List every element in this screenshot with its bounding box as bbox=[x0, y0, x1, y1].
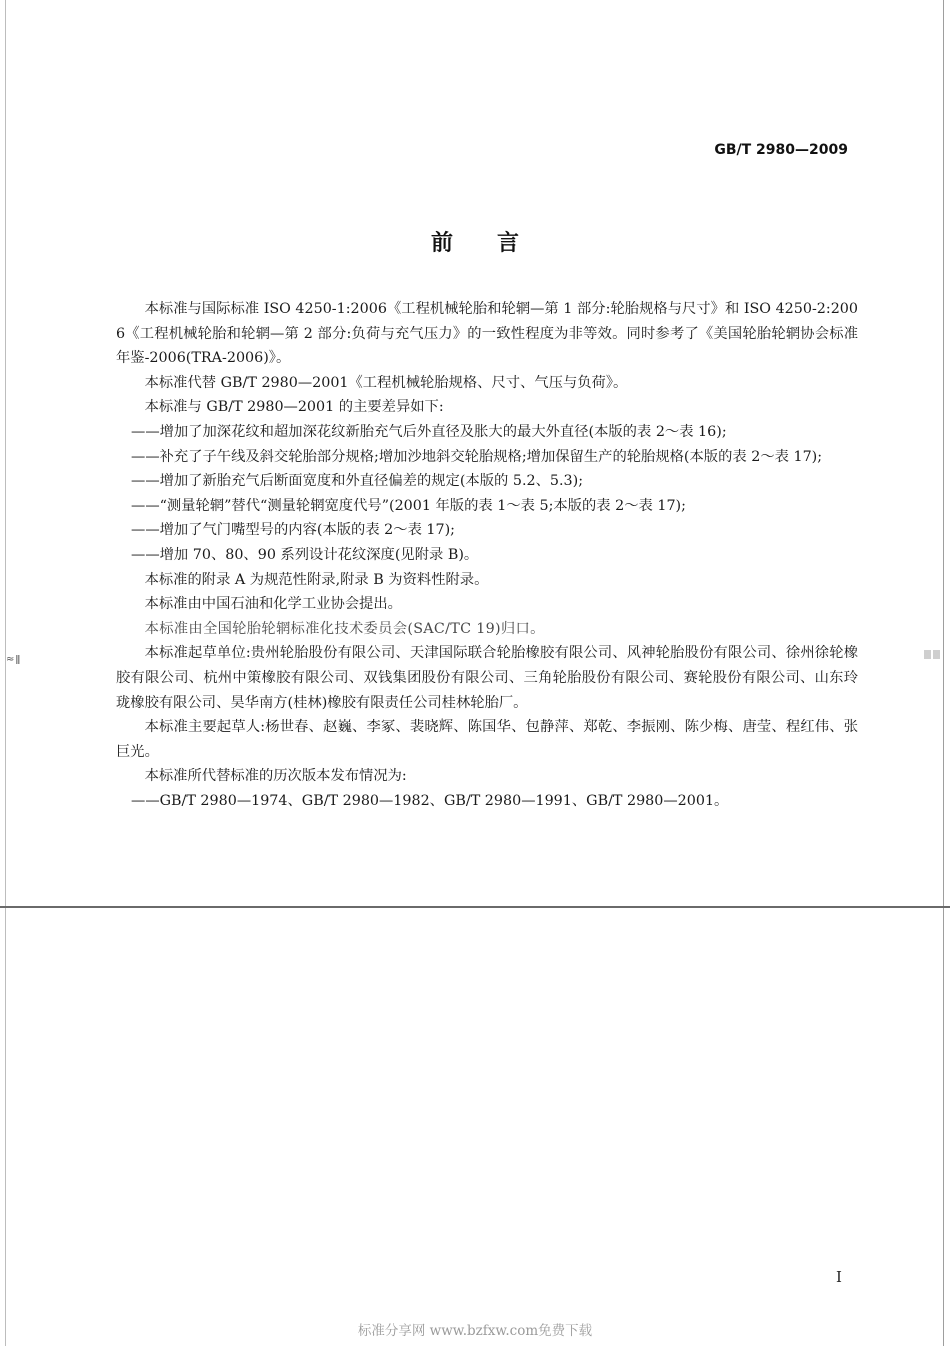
paragraph-equivalence: 本标准与国际标准 ISO 4250-1:2006《工程机械轮胎和轮辋—第 1 部分:轮胎规格与尺寸》和 ISO 4250-2:2006《工程机械轮胎和轮辋—第 2 部分:负荷与充气压力》的一致性程度为非等效。同时参考了《美国轮胎轮辋协会标准年鉴-2006(TRA-2006)》。 bbox=[116, 301, 858, 367]
paragraph-committee: 本标准由全国轮胎轮辋标准化技术委员会(SAC/TC 19)归口。 bbox=[144, 620, 545, 637]
paragraph-replaces: 本标准代替 GB/T 2980—2001《工程机械轮胎规格、尺寸、气压与负荷》。 bbox=[144, 374, 628, 391]
difference-item: ——增加了新胎充气后断面宽度和外直径偏差的规定(本版的 5.2、5.3); bbox=[131, 473, 584, 490]
paragraph-drafters: 本标准主要起草人:杨世春、赵巍、李冢、裴晓辉、陈国华、包静萍、郑乾、李振刚、陈少梅、唐莹、程红伟、张巨光。 bbox=[116, 719, 858, 760]
difference-item: ——增加 70、80、90 系列设计花纹深度(见附录 B)。 bbox=[131, 546, 479, 563]
paragraph-drafting-units: 本标准起草单位:贵州轮胎股份有限公司、天津国际联合轮胎橡胶有限公司、风神轮胎股份有限公司、徐州徐轮橡胶有限公司、杭州中策橡胶有限公司、双钱集团股份有限公司、三角轮胎股份有限公司、赛轮股份有限公司、山东玲珑橡胶有限公司、昊华南方(桂林)橡胶有限责任公司桂林轮胎厂。 bbox=[116, 645, 858, 711]
difference-item: ——“测量轮辋”替代“测量轮辋宽度代号”(2001 年版的表 1～表 5;本版的表 2～表 17); bbox=[131, 497, 686, 514]
paragraph-annex: 本标准的附录 A 为规范性附录,附录 B 为资料性附录。 bbox=[144, 571, 489, 588]
scan-fold-line bbox=[0, 906, 950, 908]
difference-item: ——补充了子午线及斜交轮胎部分规格;增加沙地斜交轮胎规格;增加保留生产的轮胎规格(本版的表 2～表 17); bbox=[131, 448, 823, 465]
standard-code: GB/T 2980—2009 bbox=[714, 142, 848, 158]
document-body bbox=[116, 297, 858, 813]
history-item: ——GB/T 2980—1974、GB/T 2980—1982、GB/T 2980—1991、GB/T 2980—2001。 bbox=[131, 792, 729, 809]
scan-edge-right bbox=[943, 0, 944, 1346]
paragraph-proposer: 本标准由中国石油和化学工业协会提出。 bbox=[144, 596, 402, 613]
binding-mark-left: ≈ǁ bbox=[6, 654, 22, 665]
binding-mark-right bbox=[924, 650, 942, 660]
scan-edge-left bbox=[5, 0, 6, 1346]
page-number: I bbox=[836, 1268, 842, 1286]
difference-item: ——增加了加深花纹和超加深花纹新胎充气后外直径及胀大的最大外直径(本版的表 2～表 16); bbox=[131, 423, 727, 440]
watermark: 标准分享网 www.bzfxw.com免费下载 bbox=[357, 1323, 593, 1339]
paragraph-differences-intro: 本标准与 GB/T 2980—2001 的主要差异如下: bbox=[144, 399, 444, 416]
difference-item: ——增加了气门嘴型号的内容(本版的表 2～表 17); bbox=[131, 522, 456, 539]
paragraph-history-intro: 本标准所代替标准的历次版本发布情况为: bbox=[144, 768, 407, 785]
page-title: 前言 bbox=[430, 231, 563, 256]
